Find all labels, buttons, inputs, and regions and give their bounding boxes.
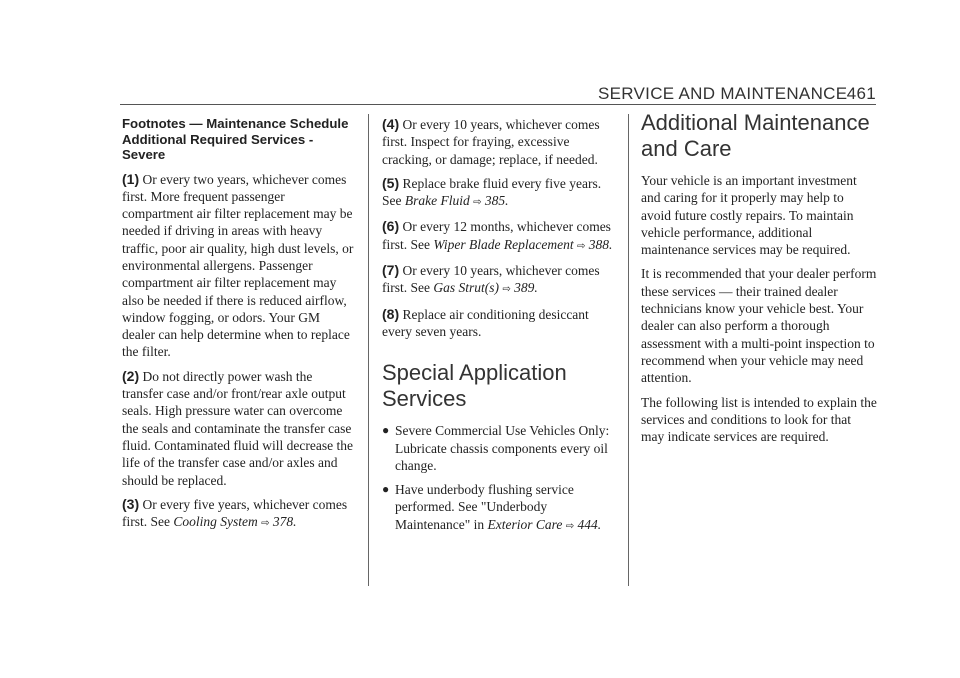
paragraph-3: The following list is intended to explain the services and conditions to look for that may indicate services are required. bbox=[641, 394, 877, 445]
cross-reference-link[interactable]: Gas Strut(s) bbox=[433, 280, 500, 296]
footnote-5 bbox=[382, 175, 618, 212]
footnote-2 bbox=[122, 368, 354, 489]
footnote-text: Or every 12 months, whichever comes first. See bbox=[382, 219, 611, 252]
page-arrow-icon: ⇨ bbox=[261, 518, 270, 530]
page-arrow-icon: ⇨ bbox=[473, 197, 482, 209]
footnote-6 bbox=[382, 218, 618, 255]
cross-reference-link[interactable]: Cooling System bbox=[173, 514, 258, 530]
footnote-text: Or every 10 years, whichever comes first. See bbox=[382, 263, 600, 296]
bullet-text: Severe Commercial Use Vehicles Only: Lubricate chassis components every oil change. bbox=[395, 423, 610, 473]
footnote-number: (4) bbox=[382, 116, 400, 132]
special-application-heading: Special Application Services bbox=[382, 360, 567, 412]
page-arrow-icon: ⇨ bbox=[565, 520, 575, 532]
footnote-number: (3) bbox=[122, 495, 140, 512]
footnote-text: Do not directly power wash the transfer case and/or front/rear axle output seals. High pressure water can overcome the seals and contaminate the transfer case fluid. Contaminated fluid will decrease the life of the transfer case and/or axles and should be replaced. bbox=[122, 368, 353, 488]
column-divider-1 bbox=[368, 114, 369, 586]
bullet-icon: ● bbox=[382, 482, 390, 497]
page-number: 461 bbox=[846, 84, 876, 103]
column-divider-2 bbox=[628, 114, 629, 586]
section-title: SERVICE AND MAINTENANCE bbox=[598, 84, 848, 103]
additional-maintenance-heading: Additional Maintenance and Care bbox=[641, 110, 870, 161]
footnote-number: (6) bbox=[382, 218, 400, 235]
bullet-item-2 bbox=[382, 481, 618, 535]
cross-reference-link[interactable]: Exterior Care bbox=[487, 516, 563, 532]
bullet-text: Have underbody flushing service performed. See "Underbody Maintenance" in bbox=[395, 482, 574, 532]
footnote-number: (5) bbox=[382, 174, 400, 191]
paragraph-1: Your vehicle is an important investment and caring for it properly may help to avoid future costly repairs. To maintain vehicle performance, additional maintenance services may be required. bbox=[641, 173, 857, 258]
footnote-7 bbox=[382, 262, 618, 299]
running-header bbox=[598, 84, 876, 106]
cross-reference-page[interactable]: 444. bbox=[577, 516, 602, 532]
cross-reference-link[interactable]: Brake Fluid bbox=[404, 193, 470, 209]
footnote-text: Or every five years, whichever comes first. See bbox=[122, 496, 348, 530]
page-arrow-icon: ⇨ bbox=[576, 240, 586, 252]
footnote-number: (2) bbox=[122, 367, 140, 384]
cross-reference-page[interactable]: 378. bbox=[272, 514, 297, 530]
bullet-item-1 bbox=[382, 422, 618, 474]
page-arrow-icon: ⇨ bbox=[502, 284, 511, 296]
column-1 bbox=[122, 116, 354, 539]
cross-reference-page[interactable]: 388. bbox=[588, 236, 613, 252]
footnote-8 bbox=[382, 306, 618, 341]
cross-reference-link[interactable]: Wiper Blade Replacement bbox=[433, 236, 574, 252]
cross-reference-page[interactable]: 385. bbox=[484, 193, 509, 209]
footnote-4 bbox=[382, 116, 618, 168]
column-2 bbox=[382, 116, 618, 542]
footnote-1 bbox=[122, 171, 354, 361]
footnotes-heading: Footnotes — Maintenance Schedule Additional Required Services - Severe bbox=[122, 116, 349, 162]
footnote-number: (7) bbox=[382, 262, 400, 279]
paragraph-2: It is recommended that your dealer perform these services — their trained dealer technicians know your vehicle best. Your dealer can also perform a thorough assessment with a multi-point inspection to recommend when your vehicle may need attention. bbox=[641, 266, 877, 386]
footnote-text: Or every two years, whichever comes first. More frequent passenger compartment air filter replacement may be needed if driving in areas with heavy traffic, poor air quality, high dust levels, or environmental allergens. Passenger compartment air filter replacement may also be needed if there is reduced airflow, window fogging, or odors. Your GM dealer can help determine when to replace the filter. bbox=[122, 171, 354, 360]
bullet-icon: ● bbox=[382, 423, 390, 438]
footnote-3 bbox=[122, 496, 354, 533]
footnote-text: Or every 10 years, whichever comes first. Inspect for fraying, excessive cracking, or damage; replace, if needed. bbox=[382, 117, 600, 167]
footnote-number: (8) bbox=[382, 305, 400, 322]
header-rule bbox=[120, 104, 876, 105]
cross-reference-page[interactable]: 389. bbox=[514, 280, 538, 296]
footnote-number: (1) bbox=[122, 170, 140, 187]
column-3 bbox=[641, 110, 877, 452]
footnote-text: Replace brake fluid every five years. See bbox=[382, 175, 602, 209]
footnote-text: Replace air conditioning desiccant every seven years. bbox=[382, 306, 589, 339]
